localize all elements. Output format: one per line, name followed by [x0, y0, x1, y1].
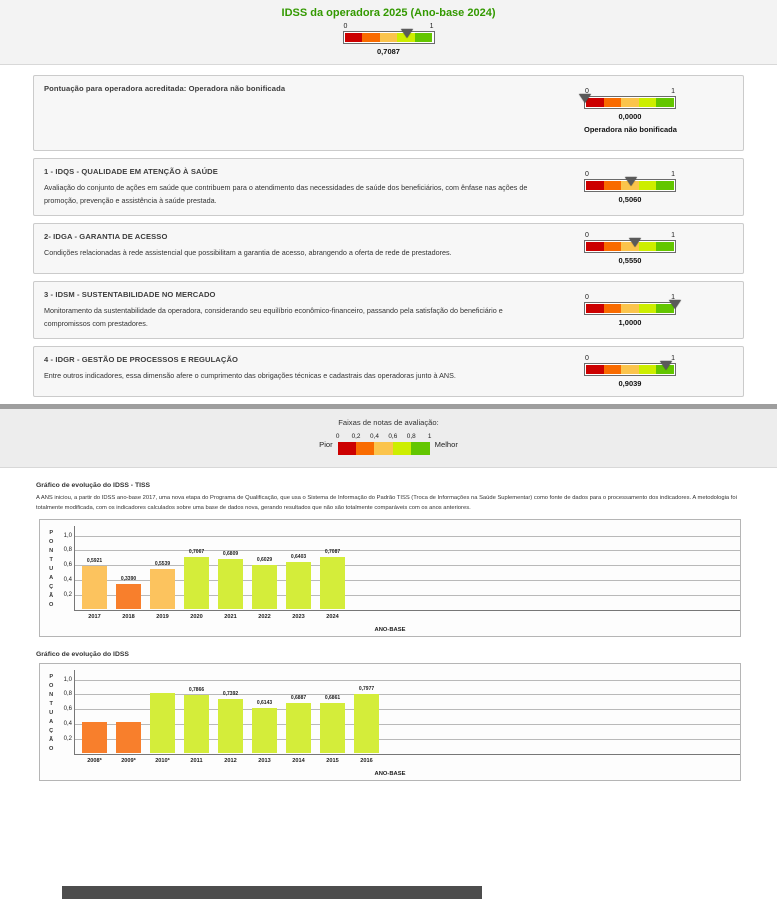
legend-segment	[356, 442, 374, 455]
scale-segment	[639, 181, 657, 190]
bar-2014	[286, 703, 311, 754]
legend-tick: 0,6	[388, 433, 398, 441]
footer-scrollbar[interactable]	[62, 886, 482, 899]
accreditation-box	[33, 75, 744, 151]
scale-max-label: 1	[671, 355, 675, 363]
bar-2011	[184, 695, 209, 753]
scale-min-label: 0	[585, 170, 589, 178]
bar-2023	[286, 562, 311, 609]
bar-2009*	[116, 722, 141, 753]
legend-tick: 0	[335, 433, 340, 441]
y-tick-label: 0,2	[63, 735, 72, 742]
scale-bar	[343, 31, 435, 44]
dimension-description: Monitoramento da sustentabilidade da operadora, considerando seu equilíbrio econômico-financeiro, passando pela satisfação do beneficiário e compromissos com prestadores.	[44, 306, 503, 328]
y-tick-label: 0,8	[63, 547, 72, 554]
scale-segment	[586, 242, 604, 251]
scale-segment	[656, 98, 674, 107]
bar-value-label: 0,7392	[222, 690, 239, 697]
scale-segment	[639, 242, 657, 251]
y-axis	[74, 670, 75, 754]
dimension-title: 4 - IDGR - GESTÃO DE PROCESSOS E REGULAÇÃO	[44, 355, 239, 365]
bar-2017	[82, 566, 107, 610]
bar-2021	[218, 559, 243, 609]
scale-max-label: 1	[671, 88, 675, 95]
bar-2022	[252, 565, 277, 610]
bar-2024	[320, 557, 345, 609]
scale-segment	[586, 181, 604, 190]
dimension-title: 1 - IDQS - QUALIDADE EM ATENÇÃO À SAÚDE	[44, 167, 218, 176]
scale-note: Operadora não bonificada	[584, 125, 677, 134]
scale-value: 0,7087	[377, 47, 400, 56]
scale-segment	[415, 33, 433, 42]
idss-overall-scale	[343, 23, 435, 56]
x-axis-title: ANO-BASE	[374, 626, 406, 633]
x-axis	[74, 610, 740, 611]
y-axis-title: P O N T U A Ç Ã O	[49, 529, 54, 608]
bar-value-label: 0,6029	[256, 556, 273, 563]
bar-2020	[184, 557, 209, 609]
bar-2008*	[82, 722, 107, 753]
y-tick-label: 0,6	[63, 562, 72, 569]
x-tick-label: 2023	[292, 613, 305, 620]
x-tick-label: 2018	[122, 613, 135, 620]
dimension-box-idqs	[33, 158, 744, 216]
scale-value: 0,5550	[618, 256, 642, 266]
scale-value: 1,0000	[618, 317, 642, 327]
dimension-box-idsm	[33, 281, 744, 339]
legend-gradient	[335, 433, 432, 455]
x-tick-label: 2010*	[155, 757, 170, 764]
idga-scale	[584, 232, 676, 265]
y-tick-label: 0,4	[63, 720, 72, 727]
scale-segment	[604, 181, 622, 190]
gridline	[74, 550, 740, 551]
gridline	[74, 536, 740, 537]
scale-segment	[639, 304, 657, 313]
scale-segment	[639, 365, 657, 374]
x-axis-title: ANO-BASE	[374, 770, 406, 777]
idsm-scale	[584, 294, 676, 327]
legend-ticks	[335, 433, 432, 442]
scale-min-label: 0	[343, 23, 348, 30]
bar-2016	[354, 694, 379, 753]
scale-min-label: 0	[585, 293, 589, 301]
scale-bar	[584, 179, 676, 192]
scale-marker	[660, 361, 672, 370]
scale-bar	[584, 240, 676, 253]
scale-segment	[380, 33, 398, 42]
chart-title: Gráfico de evolução do IDSS - TISS	[36, 482, 151, 490]
bar-value-label: 0,7087	[324, 549, 341, 556]
scale-bar	[584, 363, 676, 376]
legend-worst-label: Pior	[319, 439, 333, 449]
x-tick-label: 2015	[326, 757, 339, 764]
page-title: IDSS da operadora 2025 (Ano-base 2024)	[281, 7, 496, 19]
bar-value-label: 0,7067	[188, 549, 205, 556]
scale-value: 0,0000	[618, 112, 642, 121]
bar-value-label: 0,6887	[290, 694, 307, 701]
accreditation-scale	[584, 88, 676, 134]
x-tick-label: 2020	[190, 613, 203, 620]
page-header	[0, 0, 777, 65]
gridline	[74, 680, 740, 681]
scale-value: 0,9039	[618, 379, 642, 389]
legend-segment	[411, 442, 429, 455]
scale-max-label: 1	[429, 23, 434, 30]
scale-max-label: 1	[671, 232, 675, 240]
bar-value-label: 0,5539	[154, 560, 171, 567]
x-tick-label: 2012	[224, 757, 237, 764]
scale-marker	[629, 238, 641, 247]
bar-2013	[252, 708, 277, 753]
scale-segment	[586, 304, 604, 313]
scale-marker	[669, 300, 681, 309]
scale-segment	[621, 304, 639, 313]
scale-bar	[584, 96, 676, 109]
legend-title: Faixas de notas de avaliação:	[338, 418, 439, 428]
x-tick-label: 2014	[292, 757, 305, 764]
y-tick-label: 1,0	[63, 532, 72, 539]
scale-min-label: 0	[585, 355, 589, 363]
y-tick-label: 0,8	[63, 691, 72, 698]
x-tick-label: 2021	[224, 613, 237, 620]
x-tick-label: 2009*	[121, 757, 136, 764]
dimension-title: 2- IDGA - GARANTIA DE ACESSO	[44, 232, 168, 242]
x-tick-label: 2022	[258, 613, 271, 620]
scale-segment	[656, 242, 674, 251]
y-axis-title: P O N T U A Ç Ã O	[49, 673, 54, 752]
legend-bar	[338, 442, 430, 455]
scale-segment	[362, 33, 380, 42]
scale-segment	[604, 242, 622, 251]
scale-min-label: 0	[585, 88, 589, 95]
x-tick-label: 2016	[360, 757, 373, 764]
x-axis	[74, 754, 740, 755]
bar-2015	[320, 703, 345, 754]
legend-segment	[393, 442, 411, 455]
y-axis	[74, 526, 75, 610]
bar-value-label: 0,5921	[86, 557, 103, 564]
legend-tick: 0,2	[351, 433, 361, 441]
legend-tick: 1	[427, 433, 432, 441]
accreditation-title: Pontuação para operadora acreditada: Operadora não bonificada	[44, 84, 286, 93]
charts-section	[0, 468, 777, 780]
y-tick-label: 0,4	[63, 576, 72, 583]
scale-marker	[579, 94, 591, 103]
scale-value: 0,5060	[618, 194, 642, 204]
bar-2012	[218, 699, 243, 754]
idqs-scale	[584, 171, 676, 204]
bar-2018	[116, 584, 141, 609]
chart-title: Gráfico de evolução do IDSS	[36, 650, 129, 658]
x-tick-label: 2017	[88, 613, 101, 620]
scale-segment	[604, 98, 622, 107]
chart-idss-tiss	[36, 482, 741, 636]
x-tick-label: 2008*	[87, 757, 102, 764]
dimension-box-idga	[33, 223, 744, 274]
y-tick-label: 0,2	[63, 591, 72, 598]
legend-segment	[338, 442, 356, 455]
rating-legend	[0, 409, 777, 468]
scale-segment	[621, 365, 639, 374]
x-tick-label: 2024	[326, 613, 339, 620]
dimension-description: Avaliação do conjunto de ações em saúde que contribuem para o atendimento das necessidades de saúde dos beneficiários, com ênfase nas ações de promoção, prevenção e assistência à saúde prestada.	[44, 183, 528, 205]
scale-bar	[584, 302, 676, 315]
scale-segment	[604, 304, 622, 313]
chart-note: A ANS iniciou, a partir do IDSS ano-base 2017, uma nova etapa do Programa de Qualificação, que usa o Sistema de Informação do Padrão TISS (Troca de Informações na Saúde Suplementar) como fonte de dados para o processamento dos indicadores. A metodologia foi totalmente modificada, com os indicadores calculados sobre uma base de dados nova, gerando resultados que não são totalmente comparáveis com os anos anteriores.	[36, 495, 737, 511]
scale-segment	[345, 33, 363, 42]
scale-min-label: 0	[585, 232, 589, 240]
scale-segment	[639, 98, 657, 107]
legend-segment	[374, 442, 392, 455]
legend-tick: 0,4	[369, 433, 379, 441]
y-tick-label: 0,6	[63, 706, 72, 713]
chart-idss-plot	[39, 663, 741, 781]
scale-segment	[586, 365, 604, 374]
bar-value-label: 0,6403	[290, 554, 307, 561]
bar-value-label: 0,7977	[358, 686, 375, 693]
scale-marker	[625, 177, 637, 186]
scale-max-label: 1	[671, 170, 675, 178]
bar-2010*	[150, 693, 175, 754]
bar-2019	[150, 569, 175, 610]
idgr-scale	[584, 355, 676, 388]
chart-idss	[36, 651, 741, 781]
bar-value-label: 0,6143	[256, 700, 273, 707]
scale-segment	[621, 98, 639, 107]
bar-value-label: 0,6861	[324, 694, 341, 701]
main-content	[0, 65, 777, 397]
scale-segment	[656, 181, 674, 190]
dimension-description: Condições relacionadas à rede assistencial que possibilitam a garantia de acesso, abrangendo a oferta de rede de prestadores.	[44, 248, 452, 258]
chart-idss-tiss-plot	[39, 519, 741, 637]
legend-tick: 0,8	[406, 433, 416, 441]
x-tick-label: 2011	[190, 757, 203, 764]
x-tick-label: 2013	[258, 757, 271, 764]
dimension-description: Entre outros indicadores, essa dimensão afere o cumprimento das obrigações técnicas e cadastrais das operadoras junto à ANS.	[44, 371, 456, 381]
legend-best-label: Melhor	[434, 439, 458, 449]
gridline	[74, 565, 740, 566]
bar-value-label: 0,3390	[120, 576, 137, 583]
dimension-title: 3 - IDSM - SUSTENTABILIDADE NO MERCADO	[44, 290, 216, 300]
dimension-box-idgr	[33, 346, 744, 397]
bar-value-label: 0,7866	[188, 687, 205, 694]
scale-segment	[604, 365, 622, 374]
bar-value-label: 0,6809	[222, 551, 239, 558]
scale-marker	[401, 29, 413, 38]
y-tick-label: 1,0	[63, 676, 72, 683]
scale-max-label: 1	[671, 293, 675, 301]
x-tick-label: 2019	[156, 613, 169, 620]
